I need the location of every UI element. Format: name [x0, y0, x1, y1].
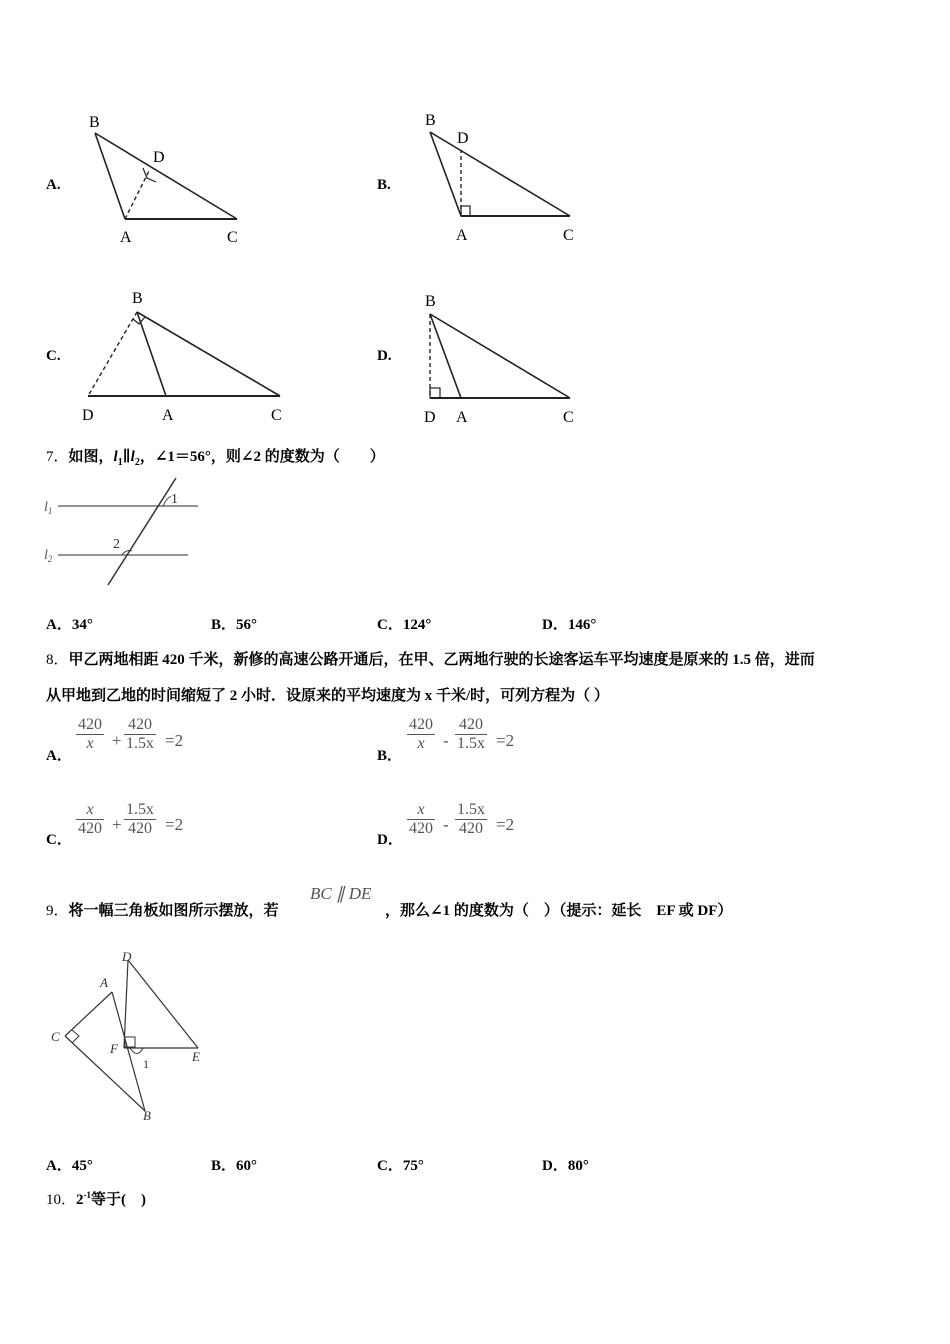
- q7-stem: [46, 445, 385, 468]
- q8-c-frac2: $\frac{1.5x}{420}$: [126, 801, 154, 837]
- q8-b-frac2: $\frac{420}{1.5x}$: [457, 716, 485, 752]
- q9-fig-b: B: [143, 1108, 151, 1123]
- q6-option-c-letter: C.: [46, 348, 61, 364]
- q9-fig-a: A: [100, 975, 108, 990]
- q8-b-rhs: =2: [496, 731, 515, 750]
- q9-option-c: C．75°: [377, 1158, 424, 1174]
- q8-a-frac2: $\frac{420}{1.5x}$: [126, 716, 154, 752]
- q9-fig-f: F: [110, 1041, 118, 1056]
- q9-option-b: B．60°: [211, 1158, 258, 1174]
- q9-math: BC ∥ DE: [310, 884, 372, 903]
- label-a: A: [456, 227, 468, 244]
- q8-option-c-letter: C．: [46, 832, 72, 848]
- q7-figure: [40, 475, 220, 590]
- q8-c-frac1: $\frac{x}{420}$: [78, 801, 102, 837]
- q8-line1: 甲乙两地相距 420 千米，新修的高速公路开通后，在甲、乙两地行驶的长途客运车平均速度是原来的 1.5 倍，进而: [68, 652, 815, 668]
- q9-fig-c: C: [51, 1029, 60, 1044]
- q9-option-a: A．45°: [46, 1158, 93, 1174]
- q8-a-frac1: $\frac{420}{x}$: [78, 716, 102, 752]
- q6-option-d-figure: [410, 285, 590, 430]
- label-a: A: [120, 229, 132, 246]
- label-d: D: [153, 149, 165, 166]
- label-c: C: [271, 407, 282, 424]
- q6-option-b-letter: B.: [377, 177, 391, 193]
- label-b: B: [132, 290, 143, 307]
- q8-stem-line1: [46, 648, 815, 669]
- q7-fig-l2: $l_2$: [44, 548, 53, 564]
- q7-option-b: B．56°: [211, 617, 258, 633]
- label-d: D: [424, 409, 436, 426]
- q9-fig-d: D: [122, 949, 132, 964]
- q9-stem: [46, 899, 279, 920]
- q6-option-a-letter: A.: [46, 177, 61, 193]
- q8-d-frac2: $\frac{1.5x}{420}$: [457, 801, 485, 837]
- q7-fig-angle2: 2: [113, 537, 120, 552]
- q9-figure: [40, 945, 220, 1130]
- q8-d-rhs: =2: [496, 815, 515, 834]
- label-a: A: [162, 407, 174, 424]
- label-c: C: [563, 227, 574, 244]
- q8-b-frac1: $\frac{420}{x}$: [409, 716, 433, 752]
- q9-number: 9．: [46, 903, 69, 919]
- q7-l1-sub: 1: [117, 457, 123, 468]
- q9-option-d: D．80°: [542, 1158, 589, 1174]
- q7-option-d: D．146°: [542, 617, 597, 633]
- label-c: C: [227, 229, 238, 246]
- label-b: B: [425, 112, 436, 129]
- q9-fig-e: E: [192, 1049, 200, 1064]
- q8-a-rhs: =2: [165, 731, 184, 750]
- q8-stem-line2: 从甲地到乙地的时间缩短了 2 小时．设原来的平均速度为 x 千米/时，可列方程为（ ）: [46, 688, 609, 704]
- q6-option-a-figure: [80, 105, 260, 250]
- label-d: D: [82, 407, 94, 424]
- q8-d-frac1: $\frac{x}{420}$: [409, 801, 433, 837]
- label-c: C: [563, 409, 574, 426]
- q7-option-c: C．124°: [377, 617, 432, 633]
- q7-fig-l1: $l_1$: [44, 500, 53, 516]
- q7-option-a: A．34°: [46, 617, 93, 633]
- q7-l2: l: [130, 449, 135, 465]
- q6-option-d-letter: D.: [377, 348, 392, 364]
- q10-stem: [46, 1188, 146, 1209]
- q9-text-post: ，那么∠1 的度数为（ ）（提示：延长 EF 或 DF）: [385, 903, 733, 919]
- label-d: D: [457, 130, 469, 147]
- q10-exp: -1: [83, 1190, 92, 1200]
- q8-c-rhs: =2: [165, 815, 184, 834]
- q9-fig-angle: 1: [143, 1057, 149, 1071]
- q7-fig-angle1: 1: [171, 492, 178, 507]
- q8-d-op: -: [443, 815, 449, 834]
- q6-option-c-figure: [76, 285, 296, 430]
- q8-c-op: +: [112, 815, 122, 834]
- q8-number: 8．: [46, 652, 69, 668]
- q8-option-b-letter: B．: [377, 748, 403, 764]
- q8-option-a-letter: A．: [46, 748, 72, 764]
- label-a: A: [456, 409, 468, 426]
- q10-number: 10．: [46, 1192, 77, 1208]
- q10-text: 等于( ): [91, 1192, 147, 1208]
- q8-a-op: +: [112, 731, 122, 750]
- q10-base: 2: [76, 1192, 84, 1208]
- q7-l2-sub: 2: [134, 457, 140, 468]
- q7-parallel: ∥: [122, 449, 131, 465]
- q7-text-post: ，∠1＝56°，则∠2 的度数为（ ）: [139, 449, 385, 465]
- q7-text-pre: 如图，: [68, 449, 114, 465]
- q8-b-op: -: [443, 731, 449, 750]
- q9-text-pre: 将一幅三角板如图所示摆放，若: [68, 903, 279, 919]
- q7-l1: l: [113, 449, 118, 465]
- q7-number: 7．: [46, 449, 69, 465]
- label-b: B: [89, 114, 100, 131]
- q6-option-b-figure: [410, 105, 590, 250]
- label-b: B: [425, 293, 436, 310]
- q8-option-d-letter: D．: [377, 832, 403, 848]
